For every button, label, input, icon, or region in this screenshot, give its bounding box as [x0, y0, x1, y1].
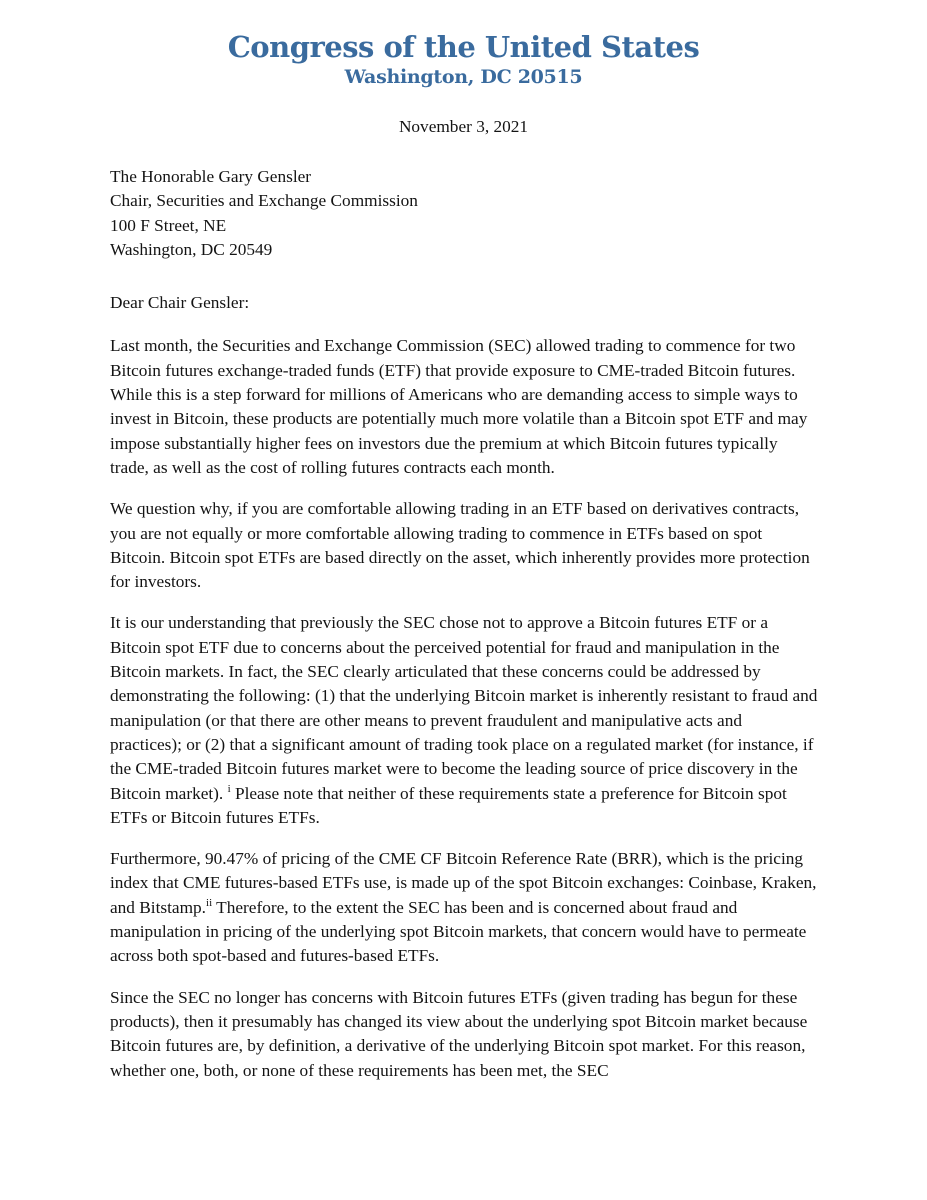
recipient-city: Washington, DC 20549	[110, 239, 273, 259]
paragraph-text: Last month, the Securities and Exchange Commission (SEC) allowed trading to commence for two Bitcoin futures exchange-traded funds (ETF) that provide exposure to CME-traded Bitcoin futures. While this is a step forward for millions of Americans who are demanding access to simple ways to invest in Bitcoin, these products are potentially much more volatile than a Bitcoin spot ETF and may impose substantially higher fees on investors due the premium at which Bitcoin futures typically trade, as well as the cost of rolling futures contracts each month.	[110, 336, 808, 477]
letter-date: November 3, 2021	[398, 117, 529, 136]
letter-body	[110, 334, 818, 1082]
paragraph-text: Furthermore, 90.47% of pricing of the CME CF Bitcoin Reference Rate (BRR), which is the pricing index that CME futures-based ETFs use, is made up of the spot Bitcoin exchanges: Coinbase, Kraken, and Bitstamp.	[110, 849, 817, 917]
recipient-title: Chair, Securities and Exchange Commission	[110, 191, 418, 211]
paragraph-text: Since the SEC no longer has concerns with Bitcoin futures ETFs (given trading has begun for these products), then it presumably has changed its view about the underlying spot Bitcoin market because Bitcoin futures are, by definition, a derivative of the underlying Bitcoin spot market. For this reason, whether one, both, or none of these requirements has been met, the SEC	[110, 987, 808, 1080]
footnote-reference: i	[227, 782, 231, 795]
letter-content	[0, 165, 927, 1083]
paragraph-text: It is our understanding that previously the SEC chose not to approve a Bitcoin futures ETF or a Bitcoin spot ETF due to concerns about the perceived potential for fraud and manipulation in the Bitcoin markets. In fact, the SEC clearly articulated that these concerns could be addressed by demonstrating the following: (1) that the underlying Bitcoin market is inherently resistant to fraud and manipulation (or that there are other means to prevent fraudulent and manipulative acts and practices); or (2) that a significant amount of trading took place on a regulated market (for instance, if the CME-traded Bitcoin futures market were to become the leading source of price discovery in the Bitcoin market).	[110, 613, 818, 803]
letter-paragraph	[110, 986, 818, 1083]
letter-paragraph	[110, 611, 818, 830]
salutation: Dear Chair Gensler:	[110, 293, 250, 313]
letter-paragraph	[110, 497, 818, 594]
letter-paragraph	[110, 847, 818, 968]
recipient-name: The Honorable Gary Gensler	[110, 167, 312, 186]
recipient-address	[110, 165, 818, 262]
letterhead	[0, 0, 927, 89]
paragraph-text: Therefore, to the extent the SEC has been and is concerned about fraud and manipulation in pricing of the underlying spot Bitcoin markets, that concern would have to permeate across both spot-based and futures-based ETFs.	[110, 897, 807, 966]
paragraph-text: We question why, if you are comfortable allowing trading in an ETF based on derivatives contracts, you are not equally or more comfortable allowing trading to commence in ETFs based on spot Bitcoin. Bitcoin spot ETFs are based directly on the asset, which inherently provides more protection for investors.	[110, 499, 810, 592]
letter-paragraph	[110, 334, 818, 480]
recipient-street: 100 F Street, NE	[110, 215, 227, 235]
letterhead-title: Congress of the United States	[227, 30, 700, 64]
letterhead-subtitle: Washington, DC 20515	[344, 66, 583, 88]
paragraph-text: Please note that neither of these requirements state a preference for Bitcoin spot ETFs or Bitcoin futures ETFs.	[110, 783, 787, 827]
footnote-reference: ii	[206, 896, 213, 909]
